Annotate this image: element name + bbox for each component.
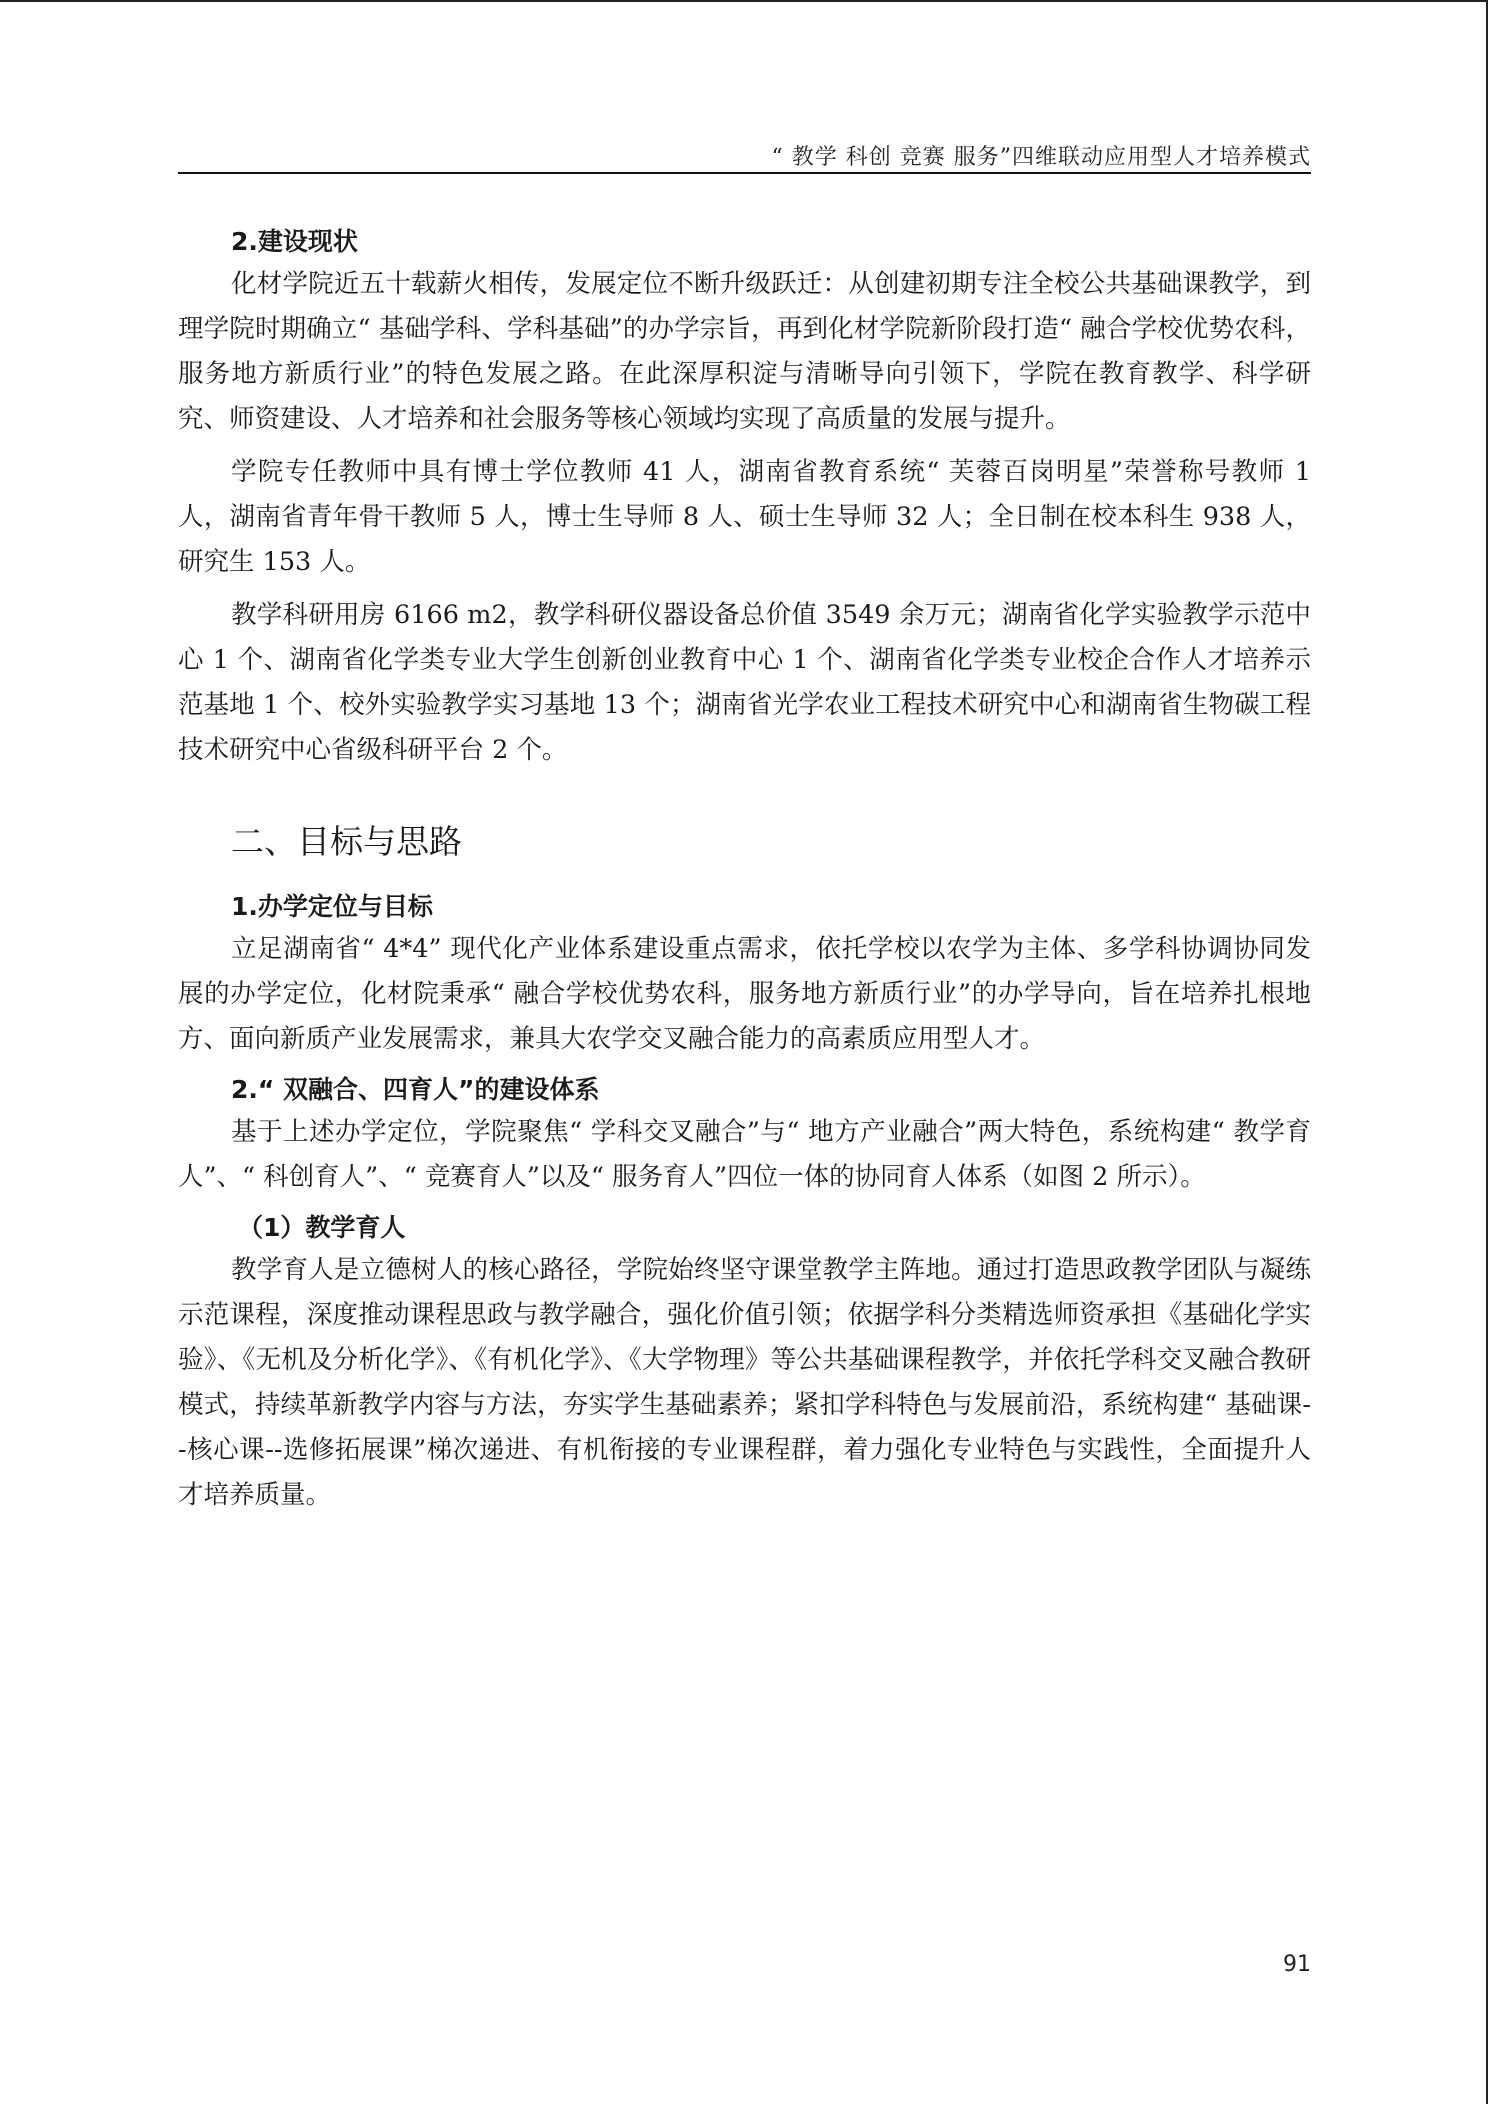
paragraph-system: 基于上述办学定位，学院聚焦“ 学科交叉融合”与“ 地方产业融合”两大特色，系统构建“ 教学育人”、“ 科创育人”、“ 竞赛育人”以及“ 服务育人”四位一体的协同育人体系（如图 2 所示）。 — [178, 1117, 1311, 1192]
paragraph-history: 化材学院近五十载薪火相传，发展定位不断升级跃迁：从创建初期专注全校公共基础课教学，到理学院时期确立“ 基础学科、学科基础”的办学宗旨，再到化材学院新阶段打造“ 融合学校优势农科，服务地方新质行业”的特色发展之路。在此深厚积淀与清晰导向引领下，学院在教育教学、科学研究、师资建设、人才培养和社会服务等核心领域均实现了高质量的发展与提升。 — [178, 269, 1311, 434]
paragraph-teaching: 教学育人是立德树人的核心路径，学院始终坚守课堂教学主阵地。通过打造思政教学团队与凝练示范课程，深度推动课程思政与教学融合，强化价值引领；依据学科分类精选师资承担《基础化学实验》、《无机及分析化学》、《有机化学》、《大学物理》等公共基础课程教学，并依托学科交叉融合教研模式，持续革新教学内容与方法，夯实学生基础素养；紧扣学科特色与发展前沿，系统构建“ 基础课--核心课--选修拓展课”梯次递进、有机衔接的专业课程群，着力强化专业特色与实践性，全面提升人才培养质量。 — [178, 1255, 1311, 1510]
chapter-heading-goals: 二、目标与思路 — [231, 822, 462, 861]
page-number: 91 — [1283, 1952, 1311, 1977]
page-content — [178, 222, 1311, 1526]
section-heading-positioning: 1.办学定位与目标 — [231, 892, 433, 921]
running-header: “ 教学 科创 竞赛 服务”四维联动应用型人才培养模式 — [771, 145, 1311, 170]
paragraph-faculty: 学院专任教师中具有博士学位教师 41 人，湖南省教育系统“ 芙蓉百岗明星”荣誉称号教师 1 人，湖南省青年骨干教师 5 人，博士生导师 8 人、硕士生导师 32 人；全日制在校本科生 938 人，研究生 153 人。 — [178, 457, 1311, 577]
paragraph-facilities: 教学科研用房 6166 m2，教学科研仪器设备总价值 3549 余万元；湖南省化学实验教学示范中心 1 个、湖南省化学类专业大学生创新创业教育中心 1 个、湖南省化学类专业校企合作人才培养示范基地 1 个、校外实验教学实习基地 13 个；湖南省光学农业工程技术研究中心和湖南省生物碳工程技术研究中心省级科研平台 2 个。 — [178, 600, 1311, 765]
section-heading-construction-status: 2.建设现状 — [231, 227, 358, 256]
section-heading-system: 2.“ 双融合、四育人”的建设体系 — [231, 1075, 600, 1104]
subsection-heading-teaching: （1）教学育人 — [238, 1213, 406, 1242]
paragraph-positioning: 立足湖南省“ 4*4” 现代化产业体系建设重点需求，依托学校以农学为主体、多学科协调协同发展的办学定位，化材院秉承“ 融合学校优势农科，服务地方新质行业”的办学导向，旨在培养扎根地方、面向新质产业发展需求，兼具大农学交叉融合能力的高素质应用型人才。 — [178, 934, 1311, 1054]
header-rule — [178, 172, 1311, 174]
